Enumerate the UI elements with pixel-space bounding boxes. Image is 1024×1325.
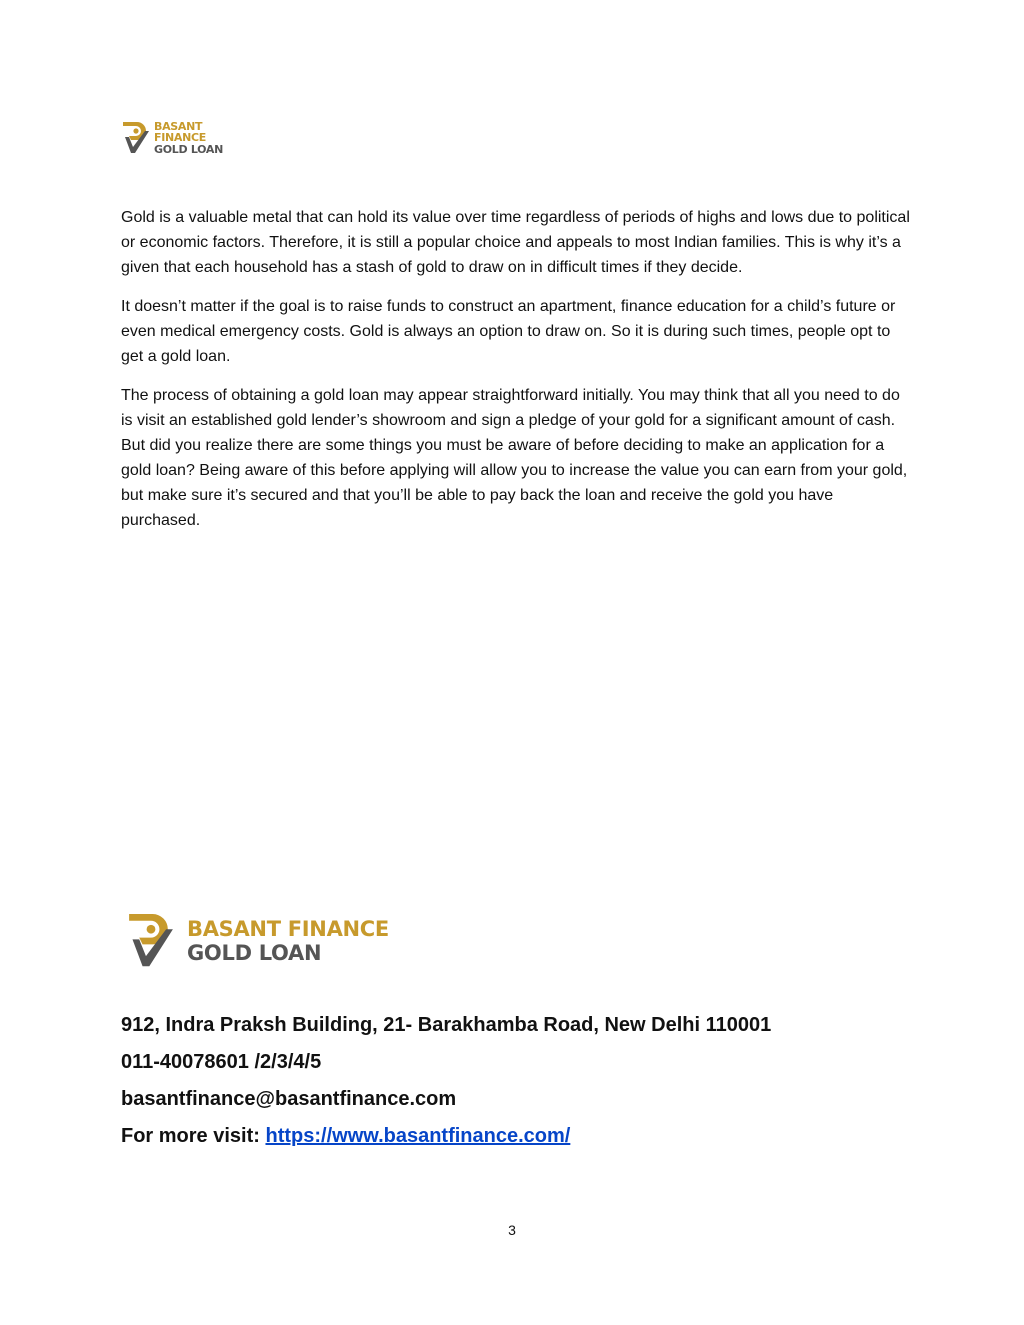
email-line: basantfinance@basantfinance.com <box>121 1088 457 1110</box>
visit-label: For more visit: <box>121 1125 266 1147</box>
contact-block <box>121 1012 921 1160</box>
basant-logo-icon <box>121 909 181 973</box>
footer-logo <box>121 908 411 974</box>
paragraph-2: It doesn’t matter if the goal is to raise funds to construct an apartment, finance education for a child’s future or even medical emergency costs. Gold is always an option to draw on. So it is during such times, people opt to get a gold loan. <box>121 298 896 365</box>
paragraph-1: Gold is a valuable metal that can hold its value over time regardless of periods of highs and lows due to political or economic factors. Therefore, it is still a popular choice and appeals to most Indian families. This is why it’s a given that each household has a stash of gold to draw on in difficult times if they decide. <box>121 209 910 276</box>
basant-logo-icon <box>121 119 151 157</box>
phone-line: 011-40078601 /2/3/4/5 <box>121 1051 322 1073</box>
page-number: 3 <box>508 1222 516 1238</box>
header-logo <box>121 118 251 158</box>
website-link[interactable]: https://www.basantfinance.com/ <box>265 1125 571 1147</box>
address-line: 912, Indra Praksh Building, 21- Barakhamba Road, New Delhi 110001 <box>121 1014 772 1036</box>
paragraph-3: The process of obtaining a gold loan may appear straightforward initially. You may think that all you need to do is visit an established gold lender’s showroom and sign a pledge of your gold for a significant amount of cash. But did you realize there are some things you must be aware of before deciding to make an application for a gold loan? Being aware of this before applying will allow you to increase the value you can earn from your gold, but make sure it’s secured and that you’ll be able to pay back the loan and receive the gold you have purchased. <box>121 387 908 529</box>
logo-brand-name: BASANT FINANCE <box>154 119 207 145</box>
article-body <box>121 205 911 547</box>
website-line <box>121 1123 921 1149</box>
logo-tagline: GOLD LOAN <box>187 941 322 965</box>
logo-tagline: GOLD LOAN <box>154 142 224 156</box>
logo-brand-name: BASANT FINANCE <box>187 916 389 941</box>
